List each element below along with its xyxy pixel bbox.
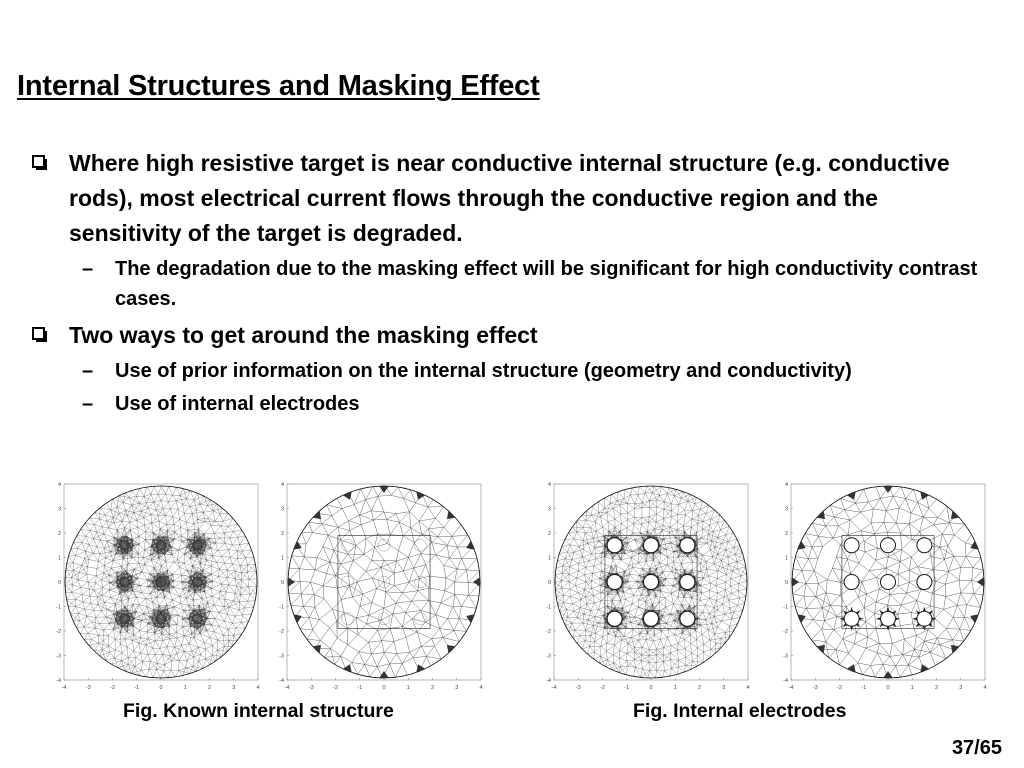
x-tick-label: 4 xyxy=(746,685,750,691)
sub-bullet-item xyxy=(69,389,990,419)
y-tick-label: -1 xyxy=(279,604,284,611)
caption-known-structure: Fig. Known internal structure xyxy=(123,700,394,722)
caption-internal-electrodes: Fig. Internal electrodes xyxy=(633,700,847,722)
x-tick-label: 1 xyxy=(673,685,677,691)
x-tick-label: -2 xyxy=(600,685,605,691)
square-bullet-icon xyxy=(32,327,45,340)
x-tick-label: -2 xyxy=(110,685,115,691)
y-tick-label: 0 xyxy=(547,580,551,586)
mesh-figure-electrodes-dense xyxy=(540,478,755,693)
bullet-list xyxy=(30,146,990,423)
y-tick-label: 3 xyxy=(57,506,61,513)
mesh-figure-known-coarse xyxy=(273,478,488,693)
x-tick-label: 3 xyxy=(959,685,963,691)
y-tick-label: 1 xyxy=(784,555,788,562)
x-tick-label: 3 xyxy=(232,685,236,691)
y-tick-label: 1 xyxy=(280,555,284,562)
slide-title: Internal Structures and Masking Effect xyxy=(17,70,540,102)
sub-bullet-item xyxy=(69,356,990,386)
sub-bullet-list xyxy=(69,356,990,419)
dash-bullet-icon: – xyxy=(82,393,94,415)
x-tick-label: -3 xyxy=(812,685,818,691)
bullet-text: Where high resistive target is near conductive internal structure (e.g. conductive rods), most electrical current flows through the conductive region and the sensitivity of the target is degraded. xyxy=(69,150,950,246)
y-tick-label: -2 xyxy=(546,629,551,635)
y-tick-label: -1 xyxy=(783,604,788,611)
x-tick-label: 0 xyxy=(649,685,653,691)
x-tick-label: 2 xyxy=(430,685,435,691)
bullet-item xyxy=(30,146,990,314)
sub-bullet-text: Use of prior information on the internal structure (geometry and conductivity) xyxy=(115,360,852,382)
y-tick-label: -3 xyxy=(279,653,284,660)
x-tick-label: 4 xyxy=(479,685,483,691)
y-tick-label: 2 xyxy=(280,531,284,537)
y-tick-label: 1 xyxy=(57,555,61,562)
y-tick-label: 3 xyxy=(547,506,551,513)
x-tick-label: -2 xyxy=(333,685,338,691)
y-tick-label: -3 xyxy=(783,653,788,660)
page-number: 37/65 xyxy=(951,737,1002,759)
x-tick-label: -4 xyxy=(788,685,794,691)
x-tick-label: -3 xyxy=(308,685,314,691)
y-tick-label: 0 xyxy=(784,580,788,586)
y-tick-label: 4 xyxy=(57,482,61,488)
x-tick-label: -1 xyxy=(134,685,140,691)
x-tick-label: 2 xyxy=(207,685,212,691)
x-tick-label: -1 xyxy=(624,685,630,691)
dash-bullet-icon: – xyxy=(82,258,94,280)
y-tick-label: 2 xyxy=(547,531,551,537)
sub-bullet-item xyxy=(69,254,990,314)
bullet-item xyxy=(30,318,990,419)
y-tick-label: -2 xyxy=(56,629,61,635)
y-tick-label: -3 xyxy=(56,653,61,660)
y-tick-label: 0 xyxy=(280,580,284,586)
y-tick-label: -4 xyxy=(56,678,61,684)
x-tick-label: -2 xyxy=(837,685,842,691)
x-tick-label: 3 xyxy=(722,685,726,691)
y-tick-label: 0 xyxy=(57,580,61,586)
x-tick-label: 1 xyxy=(183,685,187,691)
dash-bullet-icon: – xyxy=(82,360,94,382)
y-tick-label: 2 xyxy=(57,531,61,537)
bullet-text: Two ways to get around the masking effect xyxy=(69,322,538,348)
y-tick-label: 3 xyxy=(784,506,788,513)
x-tick-label: 1 xyxy=(406,685,410,691)
x-tick-label: -3 xyxy=(575,685,581,691)
x-tick-label: -4 xyxy=(551,685,557,691)
sub-bullet-list xyxy=(69,254,990,314)
x-tick-label: 4 xyxy=(256,685,260,691)
sub-bullet-text: Use of internal electrodes xyxy=(115,393,360,415)
y-tick-label: 4 xyxy=(280,482,284,488)
y-tick-label: -1 xyxy=(546,604,551,611)
y-tick-label: -4 xyxy=(279,678,284,684)
x-tick-label: 2 xyxy=(697,685,702,691)
mesh-figure-electrodes-coarse xyxy=(777,478,992,693)
y-tick-label: -2 xyxy=(783,629,788,635)
y-tick-label: 3 xyxy=(280,506,284,513)
x-tick-label: 0 xyxy=(382,685,386,691)
x-tick-label: 0 xyxy=(886,685,890,691)
x-tick-label: -1 xyxy=(357,685,363,691)
y-tick-label: -1 xyxy=(56,604,61,611)
mesh-figure-known-dense xyxy=(50,478,265,693)
x-tick-label: 3 xyxy=(455,685,459,691)
y-tick-label: -4 xyxy=(546,678,551,684)
x-tick-label: 1 xyxy=(910,685,914,691)
y-tick-label: -4 xyxy=(783,678,788,684)
x-tick-label: 2 xyxy=(934,685,939,691)
y-tick-label: 4 xyxy=(547,482,551,488)
y-tick-label: 4 xyxy=(784,482,788,488)
x-tick-label: -1 xyxy=(861,685,867,691)
x-tick-label: -3 xyxy=(85,685,91,691)
square-bullet-icon xyxy=(32,155,45,168)
sub-bullet-text: The degradation due to the masking effect will be significant for high conductivity contrast cases. xyxy=(115,258,978,310)
x-tick-label: 0 xyxy=(159,685,163,691)
x-tick-label: -4 xyxy=(284,685,290,691)
y-tick-label: 2 xyxy=(784,531,788,537)
y-tick-label: -2 xyxy=(279,629,284,635)
x-tick-label: -4 xyxy=(61,685,67,691)
y-tick-label: 1 xyxy=(547,555,551,562)
y-tick-label: -3 xyxy=(546,653,551,660)
x-tick-label: 4 xyxy=(983,685,987,691)
